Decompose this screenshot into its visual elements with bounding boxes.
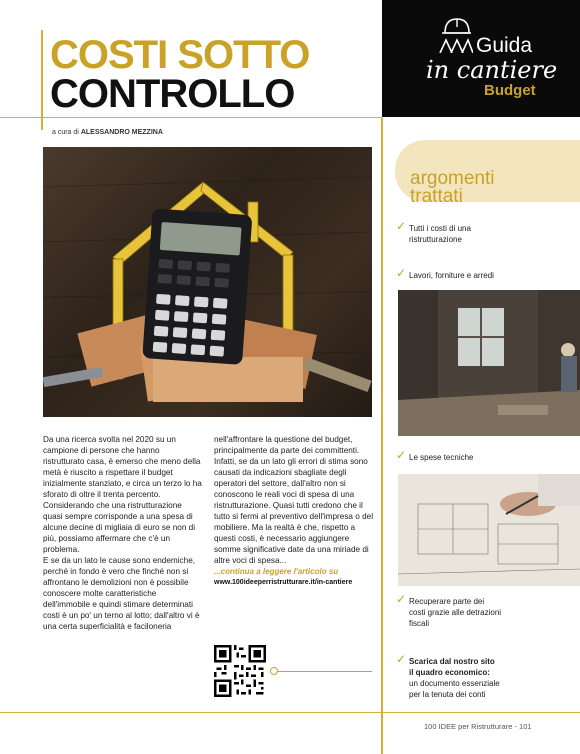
check-icon: ✓ (396, 266, 407, 280)
topic-item (396, 219, 574, 245)
title-line-2: CONTROLLO (50, 72, 295, 117)
main-photo (43, 147, 372, 417)
decorative-line-bottom (0, 712, 580, 713)
byline-prefix: a cura di (52, 129, 79, 136)
body-paragraph: Da una ricerca svolta nel 2020 su un campione di persone che hanno ristrutturato casa, è emerso che meno della metà è riuscito a rispettare il budget inizialmente stanziato, e circa un terzo lo ha sforato di oltre il trenta percento. Considerando che una ristrutturazione quasi sempre corrisponde a una spesa di alcune decine di migliaia di euro se non di più, possiamo affermare che c'è un problema. (43, 435, 202, 554)
page-title (50, 33, 310, 117)
decorative-line-right (381, 118, 383, 754)
check-icon: ✓ (396, 448, 407, 462)
topics-title-line1: argomenti (410, 168, 495, 189)
continue-reading: ...continua a leggere l'articolo su (214, 567, 339, 576)
technical-drawing-photo (398, 474, 580, 586)
byline-author: ALESSANDRO MEZZINA (80, 129, 163, 136)
article-link[interactable]: www.100ideeperristrutturare.it/in-cantiere (214, 579, 353, 586)
badge-cantiere: in cantiere (426, 56, 558, 84)
check-icon: ✓ (396, 219, 407, 233)
topic-line: ristrutturazione (409, 235, 462, 244)
topic-item (396, 592, 574, 629)
topic-line: Lavori, forniture e arredi (409, 271, 494, 280)
topic-line: costi grazie alle detrazioni (409, 608, 502, 617)
topic-line: Recuperare parte dei (409, 597, 485, 606)
decorative-line-left (41, 30, 43, 130)
body-column-1 (43, 434, 203, 632)
body-paragraph: E se da un lato le cause sono endemiche, perché in fondo è vero che finché non si affrontano le demolizioni non è possibile conoscere molte caratteristiche dell'immobile e quindi stimare determinati costi è un po' un terno al lotto; dall'altro vi è una certa superficialità e faciloneria (43, 556, 200, 631)
body-column-2 (214, 434, 374, 588)
topic-line-bold: il quadro economico: (409, 668, 490, 677)
badge-guida: Guida (476, 34, 533, 57)
body-paragraph: Infatti, se da un lato gli errori di stima sono causati da indicazioni sbagliate degli operatori del settore, dall'altro non si conoscono le reali voci di spesa di una ristrutturazione. Quasi tutti credono che il tutto si fermi al preventivo dell'impresa o del mobiliere. Ma la realtà è che, rispetto a questi costi, è necessario aggiungere somme significative date da una miriade di altre voci di spesa... (214, 457, 374, 565)
page-footer: 100 IDEE per Ristrutturare - 101 (424, 722, 532, 731)
topic-line: fiscali (409, 619, 430, 628)
byline (52, 129, 163, 136)
topics-title (410, 170, 495, 206)
check-icon: ✓ (396, 652, 407, 666)
helmet-icon (437, 13, 473, 53)
decorative-line-top (0, 117, 382, 118)
topic-line: Tutti i costi di una (409, 224, 471, 233)
topic-item (396, 448, 574, 463)
topics-title-line2: trattati (410, 186, 463, 207)
topic-item-download[interactable] (396, 652, 574, 700)
topic-item (396, 266, 574, 281)
topic-line-bold: Scarica dal nostro sito (409, 657, 495, 666)
link-arrow-line (276, 671, 372, 672)
topic-line: Le spese tecniche (409, 453, 474, 462)
topic-line: un documento essenziale (409, 679, 500, 688)
title-line-1: COSTI SOTTO (50, 33, 310, 77)
topic-line: per la tenuta dei conti (409, 690, 486, 699)
check-icon: ✓ (396, 592, 407, 606)
qr-code[interactable] (214, 645, 266, 697)
body-paragraph: nell'affrontare la questione del budget, principalmente da parte dei committenti. (214, 435, 360, 455)
link-arrow-dot (270, 667, 278, 675)
badge-section: Budget (484, 82, 536, 99)
construction-photo (398, 290, 580, 436)
